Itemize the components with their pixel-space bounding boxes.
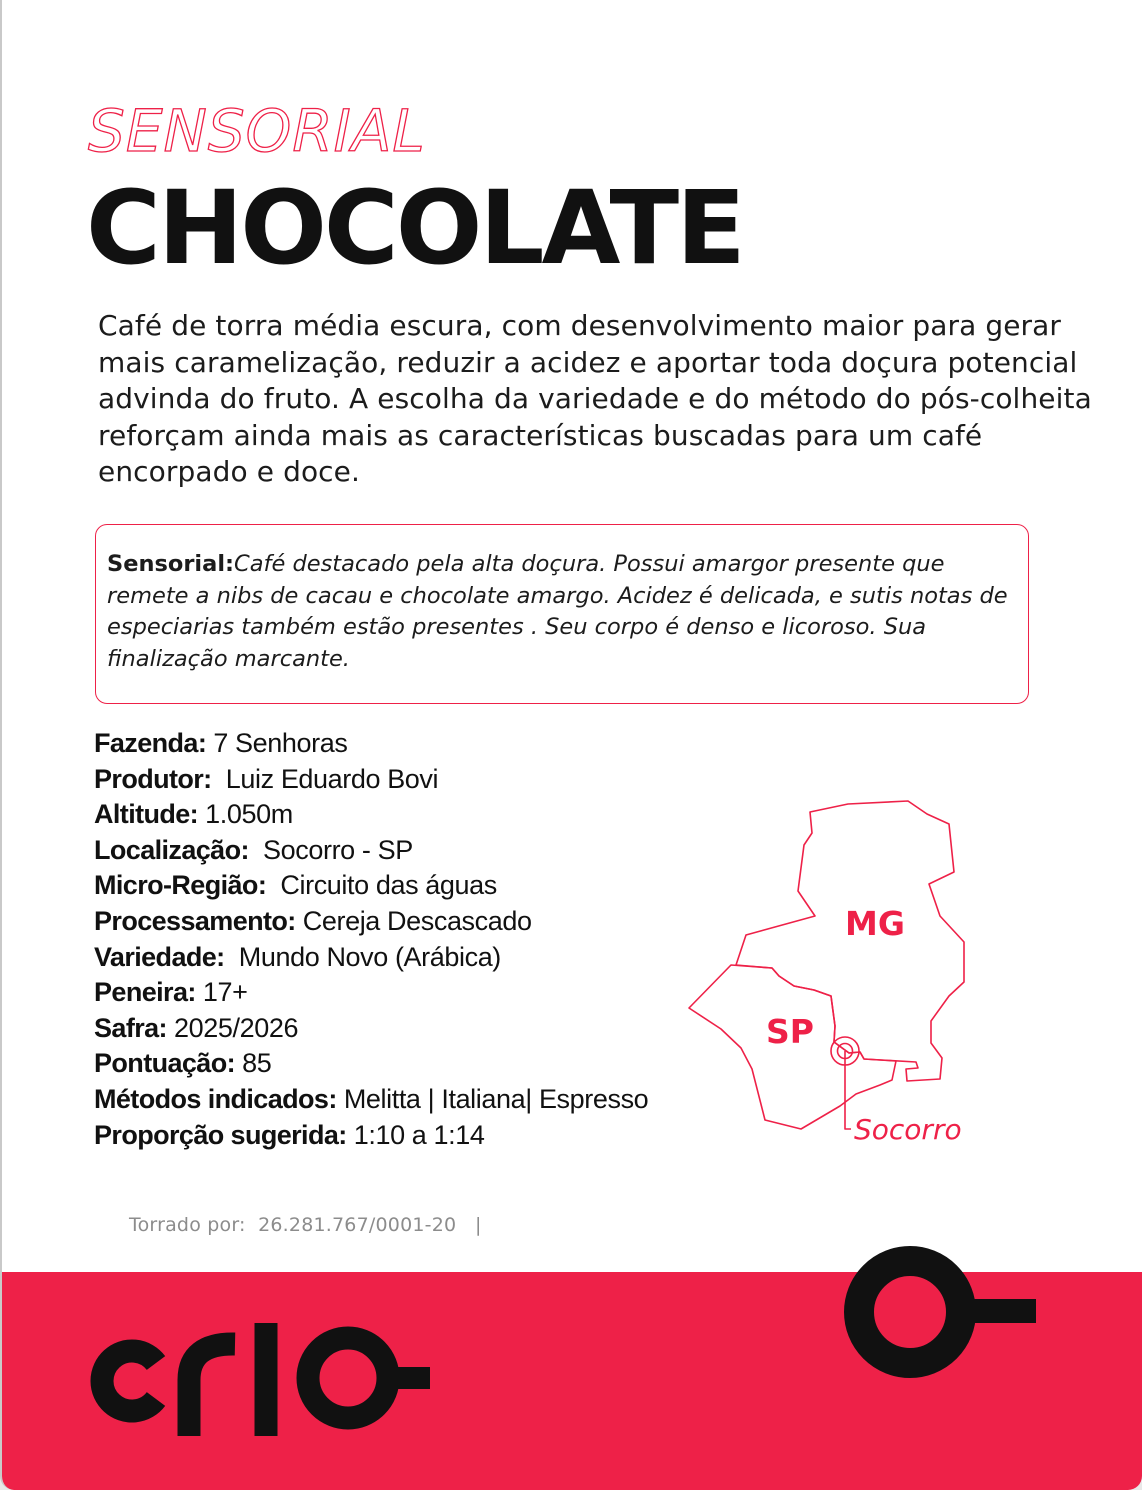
spec-value: 1.050m [198, 799, 293, 830]
socorro-leader-line [845, 1051, 851, 1129]
sensorial-label: Sensorial: [107, 551, 235, 577]
spec-row-metodos [94, 1082, 648, 1118]
crio-logo [88, 1318, 434, 1436]
spec-label: Peneira: [94, 977, 196, 1008]
spec-value: Cereja Descascado [295, 905, 532, 936]
spec-value: 17+ [195, 977, 248, 1008]
spec-value: 2025/2026 [166, 1012, 299, 1043]
spec-value: 1:10 a 1:14 [346, 1119, 485, 1150]
product-title: CHOCOLATE [86, 169, 743, 288]
spec-label: Variedade: [94, 941, 225, 972]
spec-label: Processamento: [94, 905, 296, 936]
map-label-mg: MG [845, 904, 905, 943]
spec-value: Mundo Novo (Arábica) [224, 941, 501, 972]
spec-row-fazenda [94, 726, 648, 762]
spec-row-produtor [94, 762, 648, 798]
product-description: Café de torra média escura, com desenvolvimento maior para gerar mais caramelização, reduzir a acidez e aportar toda doçura potencial advinda do fruto. A escolha da variedade e do método do pós-colheita reforçam ainda mais as características buscadas para um café encorpado e doce. [98, 309, 1092, 488]
map-label-socorro: Socorro [854, 1113, 962, 1146]
map-label-sp: SP [766, 1012, 814, 1051]
spec-row-proporcao [94, 1118, 648, 1154]
roaster-info: Torrado por: 26.281.767/0001-20 | [129, 1214, 482, 1236]
spec-label: Métodos indicados: [94, 1083, 337, 1114]
spec-row-localizacao [94, 833, 648, 869]
spec-value: Melitta | Italiana| Espresso [336, 1083, 649, 1114]
spec-value: Socorro - SP [248, 834, 413, 865]
category-kicker: SENSORIAL [88, 97, 426, 165]
brand-mark-icon [844, 1243, 1036, 1385]
spec-row-peneira [94, 975, 648, 1011]
logo-letter-r [189, 1344, 235, 1436]
spec-label: Micro-Região: [94, 870, 267, 901]
logo-letter-c [102, 1351, 156, 1411]
spec-label: Produtor: [94, 763, 212, 794]
spec-row-safra [94, 1011, 648, 1047]
spec-label: Pontuação: [94, 1048, 236, 1079]
region-map [682, 795, 1002, 1155]
spec-value: 85 [235, 1048, 272, 1079]
spec-row-altitude [94, 797, 648, 833]
spec-label: Fazenda: [94, 728, 207, 758]
spec-row-micro-regiao [94, 868, 648, 904]
spec-value: Circuito das águas [266, 870, 497, 901]
logo-letter-o [308, 1338, 388, 1418]
sensorial-text: Café destacado pela alta doçura. Possui amargor presente que remete a nibs de cacau e chocolate amargo. Acidez é delicada, e sutis notas de especiarias também estão presentes . Seu corpo é denso e licoroso. Sua finalização marcante. [107, 551, 1008, 672]
spec-value: Luiz Eduardo Bovi [211, 763, 439, 794]
spec-label: Localização: [94, 834, 249, 865]
spec-value: 7 Senhoras [206, 728, 348, 758]
logo-tail-dash [388, 1367, 430, 1389]
spec-label: Safra: [94, 1012, 167, 1043]
spec-label: Altitude: [94, 799, 199, 830]
spec-row-processamento [94, 904, 648, 940]
sensorial-paragraph [107, 549, 1017, 675]
spec-label: Proporção sugerida: [94, 1119, 347, 1150]
spec-row-variedade [94, 940, 648, 976]
spec-row-pontuacao [94, 1046, 648, 1082]
spec-list [94, 726, 648, 1153]
